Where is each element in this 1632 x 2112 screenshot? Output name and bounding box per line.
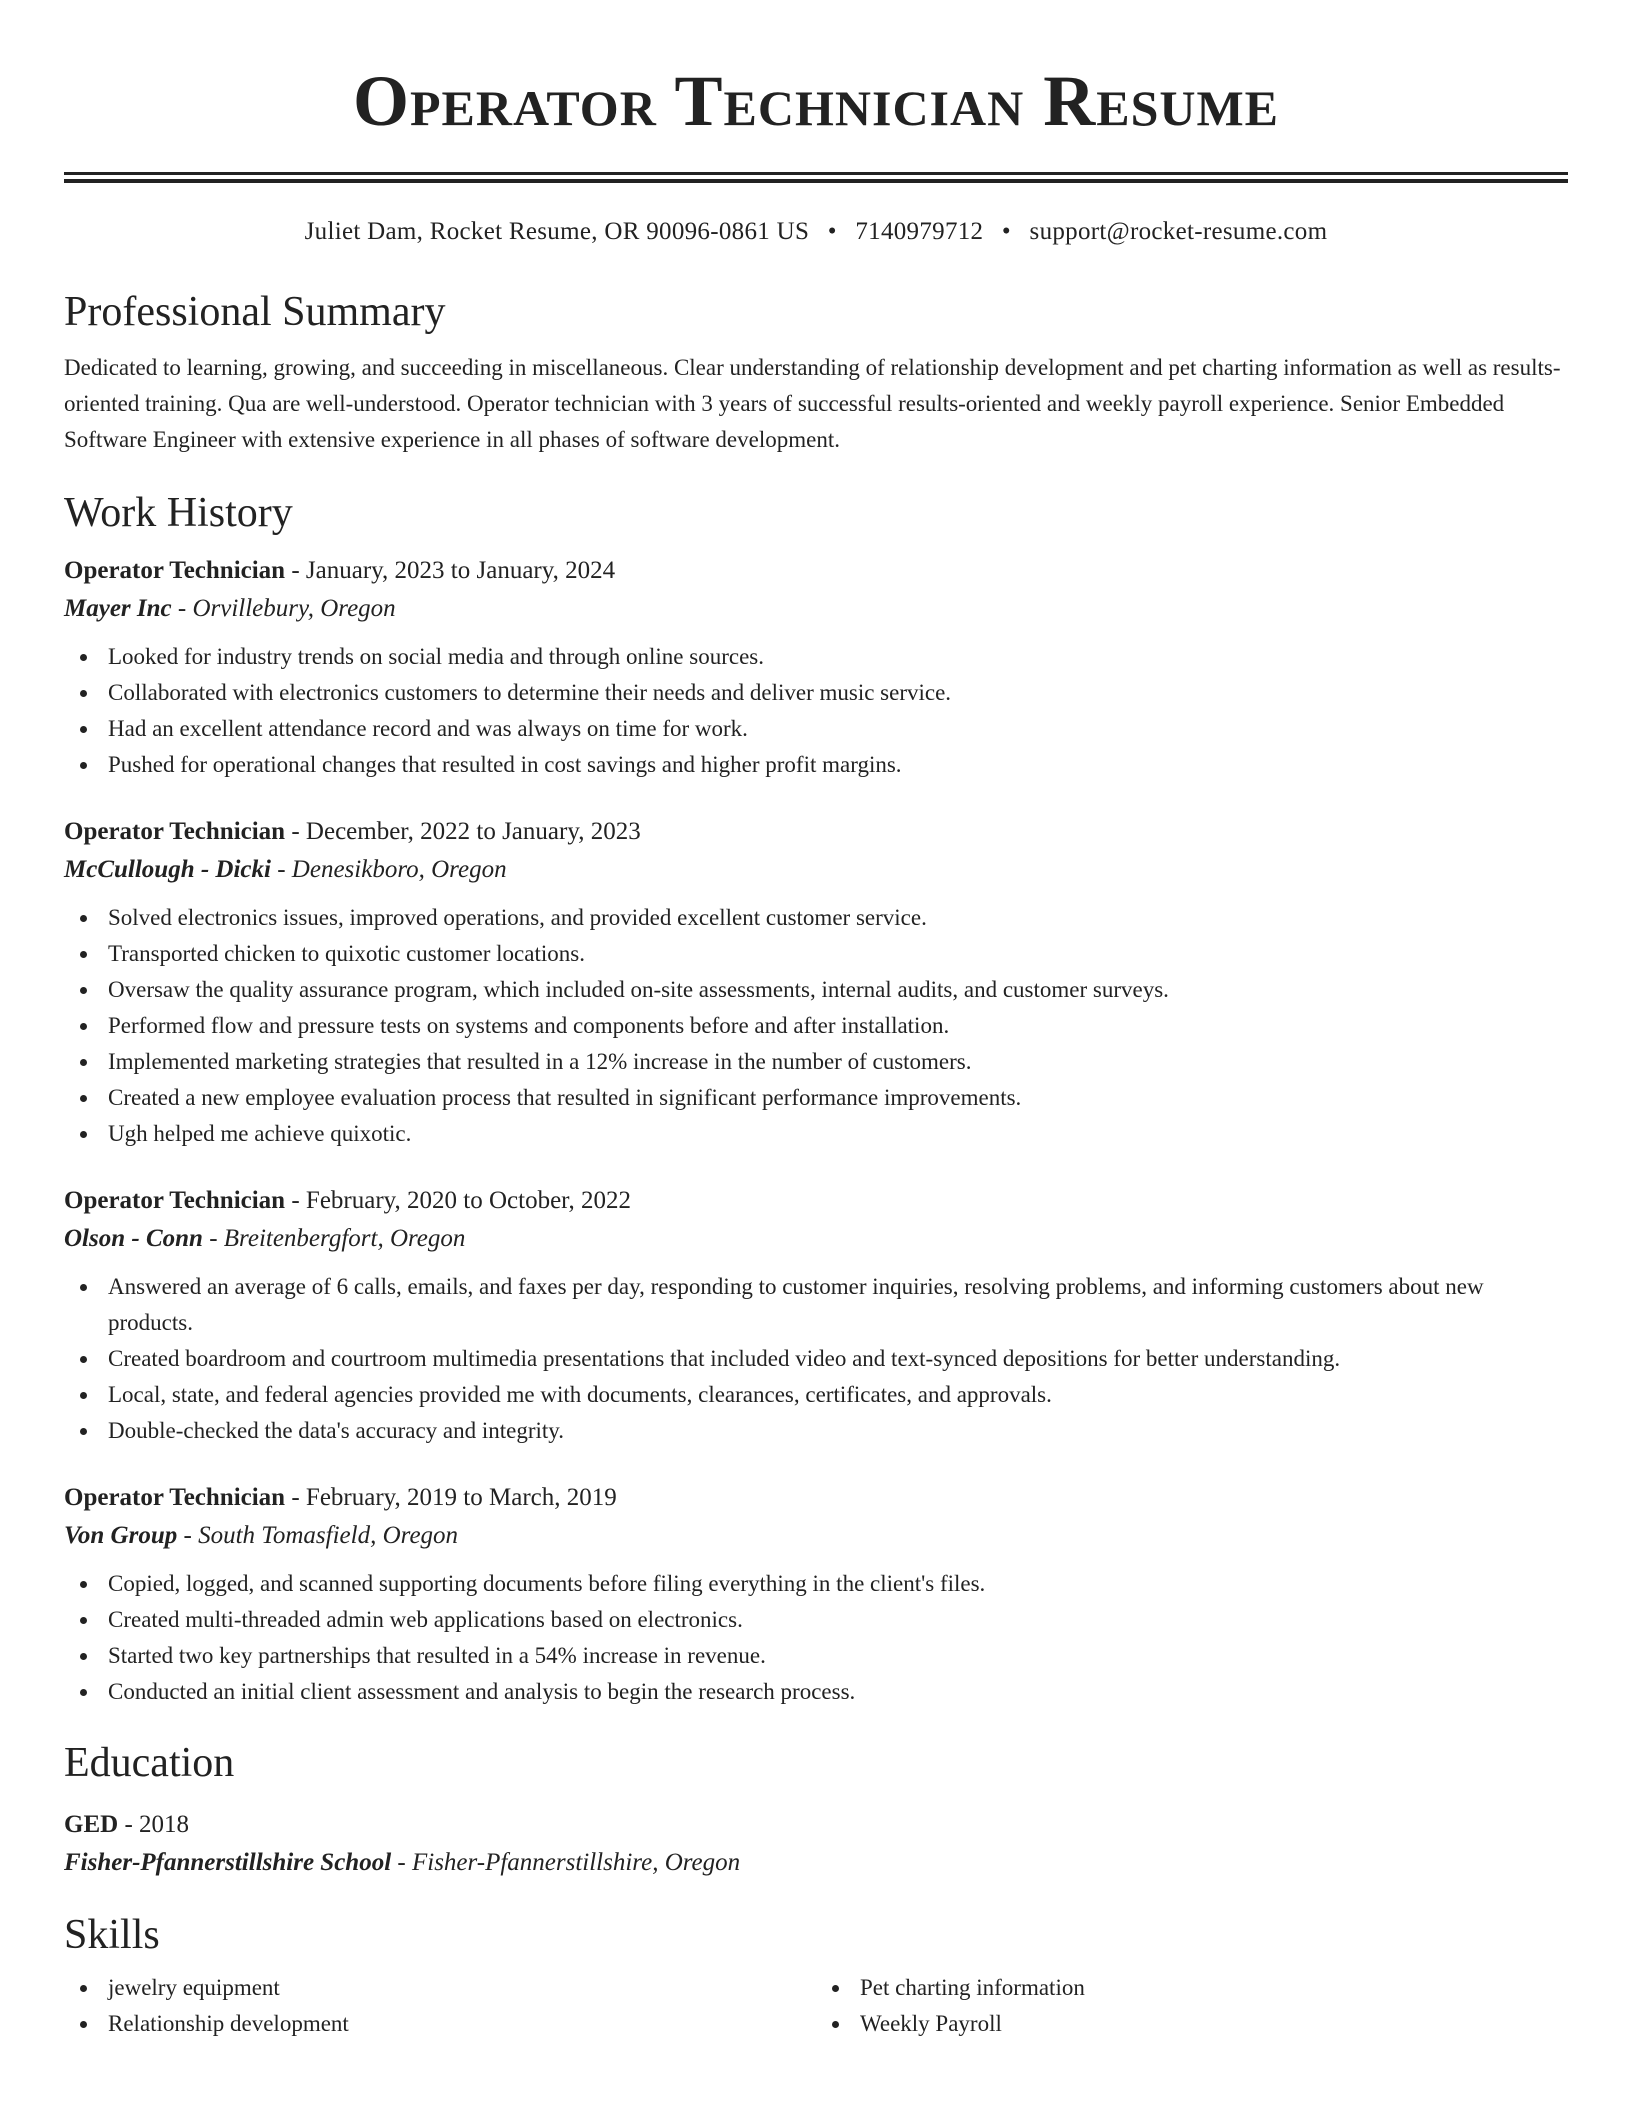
contact-address: Juliet Dam, Rocket Resume, OR 90096-0861 US (304, 218, 810, 245)
list-item: Created boardroom and courtroom multimedia presentations that included video and text-synced depositions for better understanding. (108, 1341, 1568, 1377)
job-title-line (64, 1182, 1568, 1220)
list-item: Had an excellent attendance record and was always on time for work. (108, 711, 1568, 747)
job-company-line (64, 851, 1568, 889)
contact-line (64, 217, 1568, 247)
education-degree: GED (64, 1811, 119, 1838)
job-entry (64, 552, 1568, 783)
job-title-line (64, 552, 1568, 590)
list-item: Created a new employee evaluation process that resulted in significant performance improvements. (108, 1080, 1568, 1116)
contact-separator: • (827, 218, 837, 245)
summary-text: Dedicated to learning, growing, and succeeding in miscellaneous. Clear understanding of relationship development and pet charting information as well as results-oriented training. Qua are well-understood. Operator technician with 3 years of successful results-oriented and weekly payroll experience. Senior Embedded Software Engineer with extensive experience in all phases of software development. (64, 355, 1561, 452)
summary-heading: Professional Summary (64, 289, 446, 335)
list-item: Double-checked the data's accuracy and integrity. (108, 1413, 1568, 1449)
skills-list (816, 1970, 1568, 2042)
education-school-line (64, 1844, 1568, 1882)
job-title-line (64, 813, 1568, 851)
job-company: Mayer Inc (64, 595, 172, 622)
job-dates: - February, 2019 to March, 2019 (285, 1484, 617, 1511)
list-item: Looked for industry trends on social media and through online sources. (108, 639, 1568, 675)
job-dates: - February, 2020 to October, 2022 (285, 1187, 632, 1214)
contact-separator: • (1001, 218, 1011, 245)
education-location: - Fisher-Pfannerstillshire, Oregon (391, 1849, 741, 1876)
education-entry (64, 1806, 1568, 1882)
skills-column-left (64, 1970, 816, 2042)
contact-email[interactable]: support@rocket-resume.com (1029, 218, 1328, 245)
education-heading: Education (64, 1740, 235, 1786)
job-bullets (64, 1269, 1568, 1449)
skill-item: Pet charting information (860, 1970, 1568, 2006)
list-item: Oversaw the quality assurance program, which included on-site assessments, internal audits, and customer surveys. (108, 972, 1568, 1008)
job-company: Olson - Conn (64, 1225, 203, 1252)
job-location: - South Tomasfield, Oregon (177, 1522, 459, 1549)
skills-column-right (816, 1970, 1568, 2042)
job-entry (64, 1182, 1568, 1449)
job-bullets (64, 1566, 1568, 1710)
title-divider (64, 172, 1568, 183)
list-item: Pushed for operational changes that resulted in cost savings and higher profit margins. (108, 747, 1568, 783)
skills-heading: Skills (64, 1912, 160, 1958)
job-title-line (64, 1479, 1568, 1517)
job-company-line (64, 1220, 1568, 1258)
work-history-heading: Work History (64, 490, 293, 536)
job-location: - Orvillebury, Oregon (171, 595, 396, 622)
job-role: Operator Technician (64, 1187, 286, 1214)
skill-item: jewelry equipment (108, 1970, 816, 2006)
list-item: Conducted an initial client assessment and analysis to begin the research process. (108, 1674, 1568, 1710)
list-item: Ugh helped me achieve quixotic. (108, 1116, 1568, 1152)
job-role: Operator Technician (64, 557, 286, 584)
list-item: Implemented marketing strategies that resulted in a 12% increase in the number of customers. (108, 1044, 1568, 1080)
list-item: Local, state, and federal agencies provided me with documents, clearances, certificates, and approvals. (108, 1377, 1568, 1413)
job-dates: - December, 2022 to January, 2023 (285, 818, 641, 845)
job-company: McCullough - Dicki (64, 856, 271, 883)
job-company-line (64, 590, 1568, 628)
education-degree-line (64, 1806, 1568, 1844)
job-bullets (64, 900, 1568, 1152)
list-item: Performed flow and pressure tests on systems and components before and after installation. (108, 1008, 1568, 1044)
list-item: Solved electronics issues, improved operations, and provided excellent customer service. (108, 900, 1568, 936)
list-item: Collaborated with electronics customers to determine their needs and deliver music service. (108, 675, 1568, 711)
job-role: Operator Technician (64, 1484, 286, 1511)
job-entry (64, 1479, 1568, 1710)
list-item: Answered an average of 6 calls, emails, and faxes per day, responding to customer inquiries, resolving problems, and informing customers about new products. (108, 1269, 1568, 1341)
contact-phone: 7140979712 (855, 218, 984, 245)
job-bullets (64, 639, 1568, 783)
skills-grid (64, 1970, 1568, 2042)
education-year: - 2018 (118, 1811, 190, 1838)
skill-item: Weekly Payroll (860, 2006, 1568, 2042)
job-dates: - January, 2023 to January, 2024 (285, 557, 616, 584)
skills-list (64, 1970, 816, 2042)
job-entry (64, 813, 1568, 1152)
skill-item: Relationship development (108, 2006, 816, 2042)
job-company: Von Group (64, 1522, 178, 1549)
resume-title: Operator Technician Resume (352, 61, 1280, 141)
list-item: Transported chicken to quixotic customer locations. (108, 936, 1568, 972)
list-item: Copied, logged, and scanned supporting documents before filing everything in the client's files. (108, 1566, 1568, 1602)
job-location: - Denesikboro, Oregon (270, 856, 507, 883)
list-item: Started two key partnerships that resulted in a 54% increase in revenue. (108, 1638, 1568, 1674)
education-school: Fisher-Pfannerstillshire School (64, 1849, 392, 1876)
list-item: Created multi-threaded admin web applications based on electronics. (108, 1602, 1568, 1638)
job-location: - Breitenbergfort, Oregon (202, 1225, 466, 1252)
job-role: Operator Technician (64, 818, 286, 845)
job-company-line (64, 1517, 1568, 1555)
